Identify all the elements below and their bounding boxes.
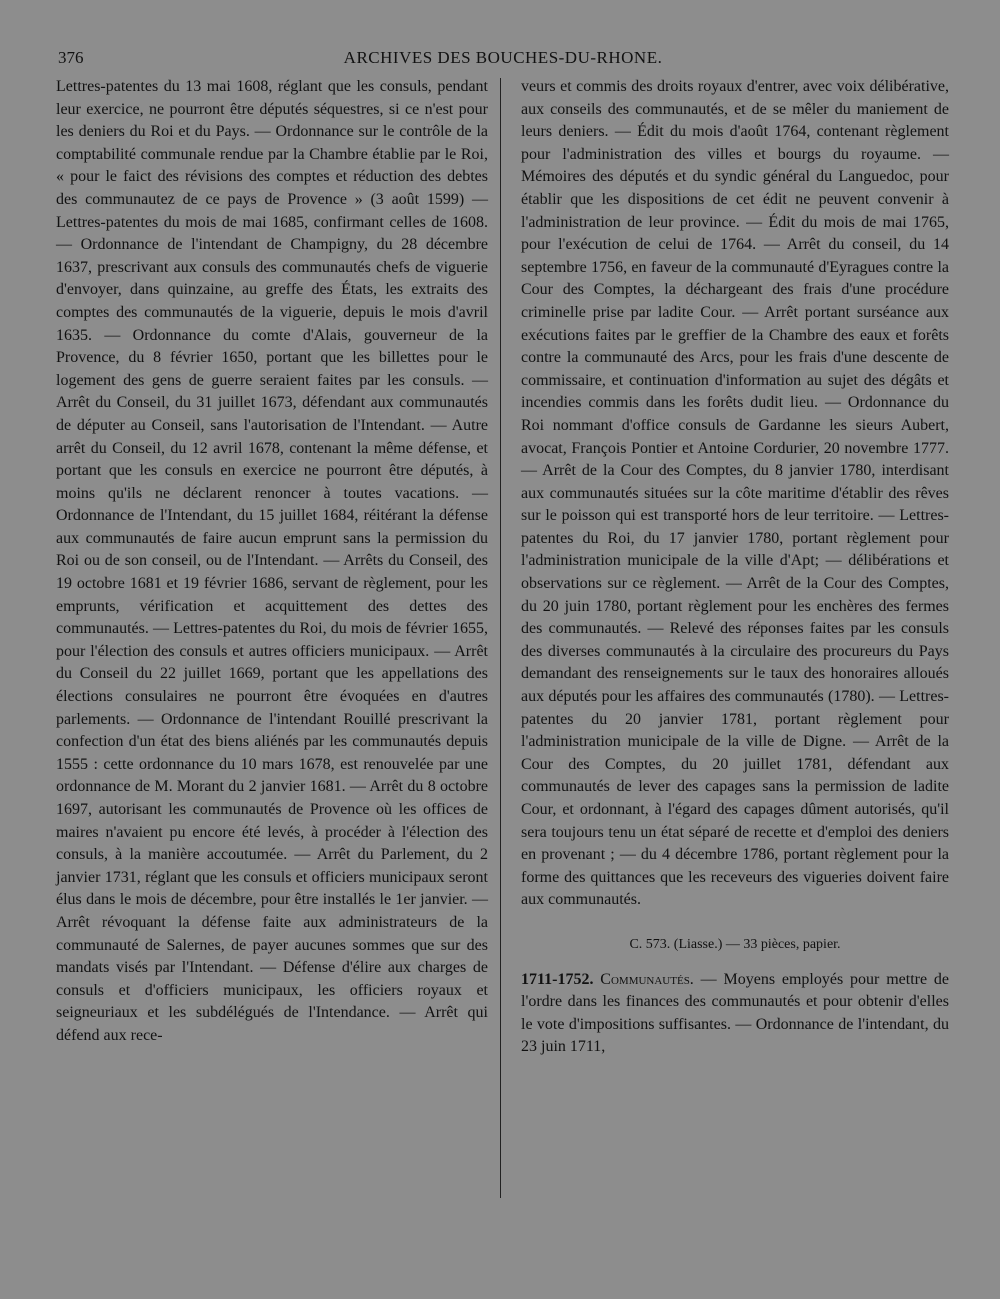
right-column: [521, 76, 949, 1059]
column-divider: [500, 78, 501, 1198]
entry-date: 1711-1752.: [521, 970, 594, 988]
entry-subject: Communautés.: [600, 970, 694, 988]
page-header: [58, 48, 948, 72]
left-column-text: Lettres-patentes du 13 mai 1608, réglant que les consuls, pendant leur exercice, ne pourront être députés séquestres, si ce n'est pour les deniers du Roi et du Pays. — Ordonnance sur le contrôle de la comptabilité communale rendue par la Chambre établie par le Roi, « pour le faict des révisions des comptes et réduction des debtes des communautez de ce pays de Provence » (3 août 1599) — Lettres-patentes du mois de mai 1685, confirmant celles de 1608. — Ordonnance de l'intendant de Champigny, du 28 décembre 1637, prescrivant aux consuls des communautés chefs de viguerie d'envoyer, dans quinzaine, au greffe des États, les extraits des comptes des communautés de la viguerie, depuis le mois d'avril 1635. — Ordonnance du comte d'Alais, gouverneur de la Provence, du 8 février 1650, portant que les billettes pour le logement des gens de guerre seraient faites par les consuls. — Arrêt du Conseil, du 31 juillet 1673, défendant aux communautés de députer au Conseil, sans l'autorisation de l'Intendant. — Autre arrêt du Conseil, du 12 avril 1678, contenant la même défense, et portant que les consuls en exercice ne pourront être députés, à moins qu'ils ne déclarent renoncer à toutes vacations. — Ordonnance de l'Intendant, du 15 juillet 1684, réitérant la défense aux communautés de faire aucun emprunt sans la permission du Roi ou de son conseil, ou de l'Intendant. — Arrêts du Conseil, des 19 octobre 1681 et 19 février 1686, servant de règlement, pour les emprunts, vérification et acquittement des dettes des communautés. — Lettres-patentes du Roi, du mois de février 1655, pour l'élection des consuls et autres officiers municipaux. — Arrêt du Conseil du 22 juillet 1669, portant que les appellations des élections consulaires ne pourront être évoquées en d'autres parlements. — Ordonnance de l'intendant Rouillé prescrivant la confection d'un état des biens aliénés par les communautés depuis 1555 : cette ordonnance du 10 mars 1678, est renouvelée par une ordonnance de M. Morant du 2 janvier 1681. — Arrêt du 8 octobre 1697, autorisant les communautés de Provence où les offices de maires n'avaient pu encore été levés, à procéder à l'élection des consuls, à la manière accoutumée. — Arrêt du Parlement, du 2 janvier 1731, réglant que les consuls et officiers municipaux seront élus dans le mois de décembre, pour être installés le 1er janvier. — Arrêt révoquant la défense faite aux administrateurs de la communauté de Salernes, de payer aucunes sommes que sur des mandats visés par l'Intendant. — Défense d'élire aux charges de consuls et d'officiers municipaux, les officiers royaux et seigneuriaux et les subdélégués de l'Intendance. — Arrêt qui défend aux rece-: [56, 78, 488, 1044]
inventory-entry: [521, 969, 949, 1059]
right-column-text: veurs et commis des droits royaux d'entrer, avec voix délibérative, aux conseils des communautés, et de se mêler du maniement de leurs deniers. — Édit du mois d'août 1764, contenant règlement pour l'administration des villes et bourgs du royaume. — Mémoires des députés et du syndic général du Languedoc, pour établir que les dispositions de cet édit ne peuvent convenir à l'administration de leur province. — Édit du mois de mai 1765, pour l'exécution de celui de 1764. — Arrêt du conseil, du 14 septembre 1756, en faveur de la communauté d'Eyragues contre la Cour des Comptes, la déchargeant des frais d'une procédure criminelle prise par ladite Cour. — Arrêt portant surséance aux exécutions faites par le greffier de la Chambre des eaux et forêts contre la communauté des Arcs, pour les frais d'une descente de commissaire, et continuation d'information au sujet des dégâts et incendies commis dans les forêts dudit lieu. — Ordonnance du Roi nommant d'office consuls de Gardanne les sieurs Aubert, avocat, François Pontier et Antoine Cordurier, 20 novembre 1777. — Arrêt de la Cour des Comptes, du 8 janvier 1780, interdisant aux communautés situées sur la côte maritime d'établir des rêves sur le poisson qui est transporté hors de leur territoire. — Lettres-patentes du Roi, du 17 janvier 1780, portant règlement pour l'administration municipale de la ville d'Apt; — délibérations et observations sur ce règlement. — Arrêt de la Cour des Comptes, du 20 juin 1780, portant règlement pour les enchères des fermes des communautés. — Relevé des réponses faites par les consuls des diverses communautés à la circulaire des procureurs du Pays demandant des renseignements sur le taux des honoraires alloués aux députés pour les affaires des communautés (1780). — Lettres-patentes du 20 janvier 1781, portant règlement pour l'administration municipale de la ville de Digne. — Arrêt de la Cour des Comptes, du 20 juillet 1781, défendant aux communautés de lever des capages sans la permission de ladite Cour, et ordonnant, à l'égard des capages dûment autorisés, qu'il sera toujours tenu un état séparé de recette et d'emploi des deniers en provenant ; — du 4 décembre 1786, portant règlement pour la forme des quittances que les receveurs des vigueries doivent faire aux communautés.: [521, 78, 949, 909]
archive-cote: C. 573. (Liasse.) — 33 pièces, papier.: [629, 936, 841, 952]
page-number: 376: [58, 48, 84, 67]
left-column: [56, 76, 488, 1048]
entry-text: — Moyens employés pour mettre de l'ordre dans les finances des communautés et pour obtenir d'elles le vote d'impositions suffisantes. — Ordonnance de l'intendant, du 23 juin 1711,: [521, 970, 950, 1056]
running-title: ARCHIVES DES BOUCHES-DU-RHONE.: [343, 48, 663, 67]
